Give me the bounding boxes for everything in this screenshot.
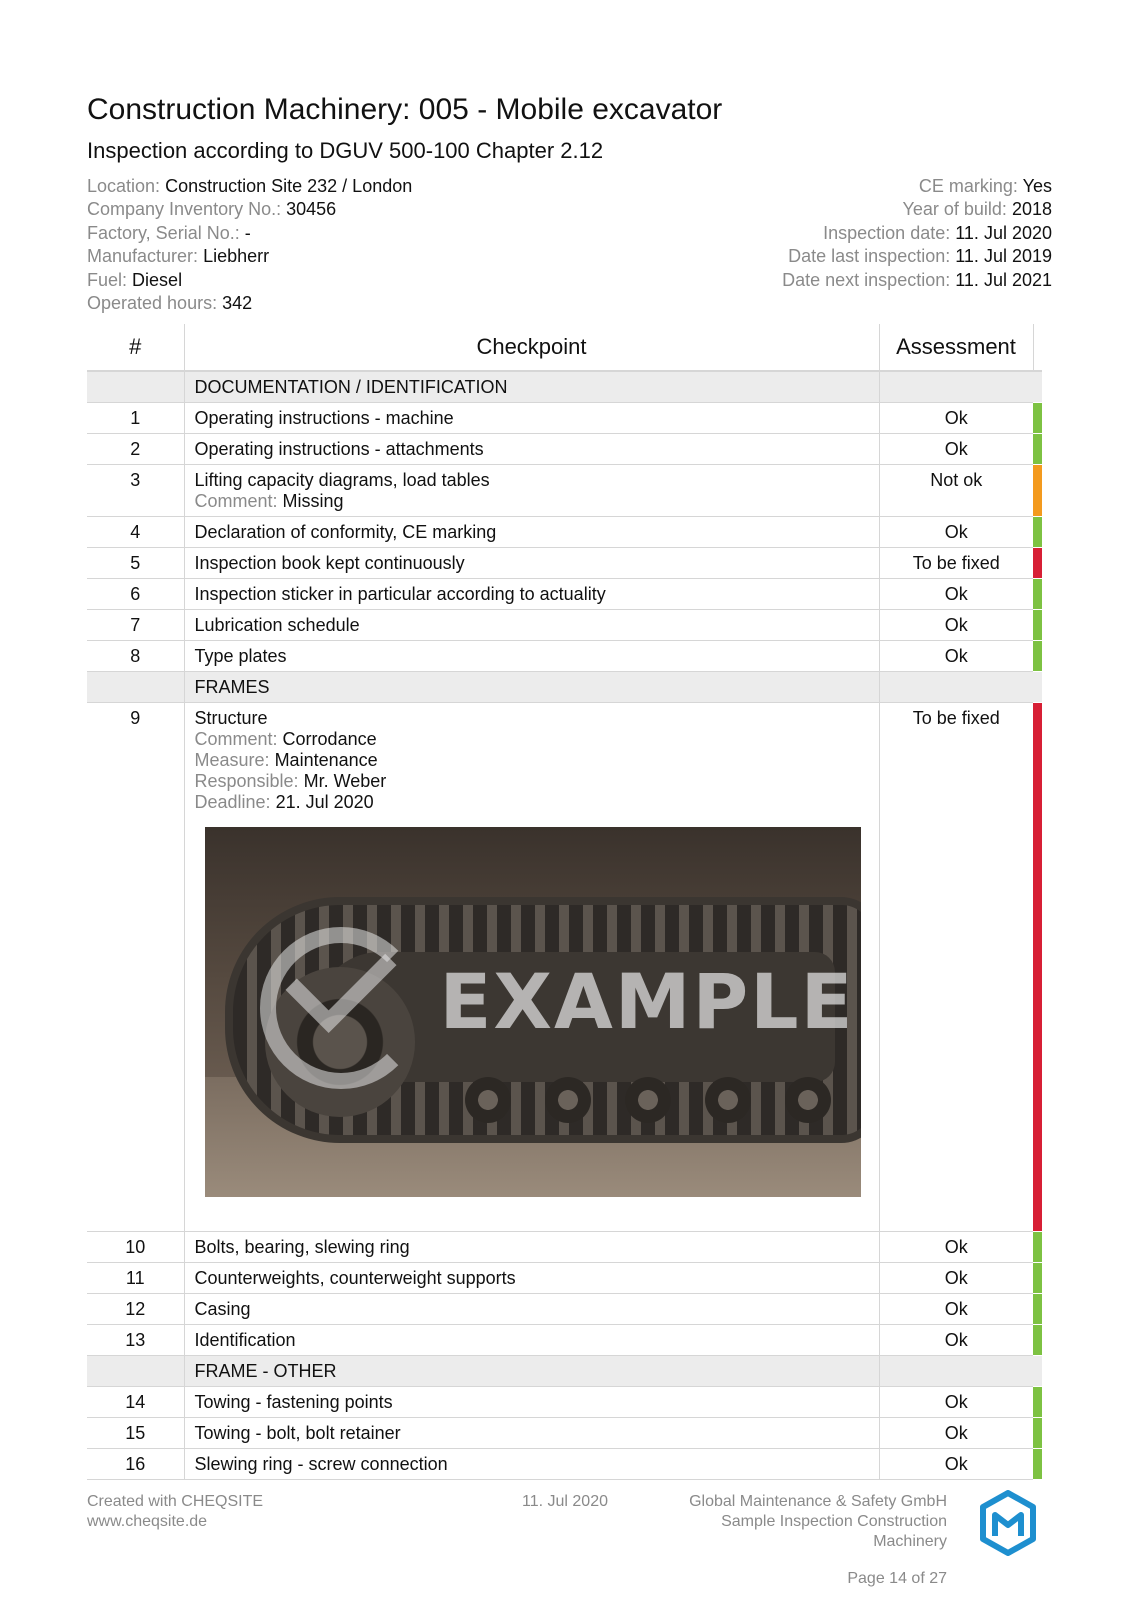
photo-roller xyxy=(705,1077,751,1123)
checkpoint-detail xyxy=(195,729,879,750)
status-indicator-bar xyxy=(1033,641,1042,672)
footer-created-with: Created with CHEQSITE xyxy=(87,1493,264,1510)
page-subtitle: Inspection according to DGUV 500-100 Chapter 2.12 xyxy=(87,138,604,163)
assessment-value: Ok xyxy=(879,641,1033,672)
info-line xyxy=(532,175,1052,198)
checkpoint-row xyxy=(87,1449,1042,1480)
section-number-cell xyxy=(87,371,184,403)
section-number-cell xyxy=(87,1356,184,1387)
detail-value: Corrodance xyxy=(282,729,377,749)
info-value: 11. Jul 2019 xyxy=(955,246,1052,267)
checkpoint-cell xyxy=(184,1418,879,1449)
checkpoint-row xyxy=(87,1325,1042,1356)
photo-roller xyxy=(785,1077,831,1123)
info-label: Company Inventory No.: xyxy=(87,199,282,220)
assessment-value: To be fixed xyxy=(879,548,1033,579)
info-value: Liebherr xyxy=(203,246,270,267)
info-label: Inspection date: xyxy=(823,222,951,243)
status-indicator-bar xyxy=(1033,1294,1042,1325)
section-row xyxy=(87,672,1042,703)
checkpoint-row xyxy=(87,465,1042,517)
info-label: CE marking: xyxy=(918,176,1018,196)
info-value: 30456 xyxy=(286,199,337,220)
section-row xyxy=(87,371,1042,403)
checkpoint-row xyxy=(87,641,1042,672)
section-title: FRAME - OTHER xyxy=(184,1356,879,1387)
checkpoint-detail xyxy=(195,491,879,512)
status-indicator-bar xyxy=(1033,610,1042,641)
info-label: Location: xyxy=(87,176,161,196)
assessment-value: Ok xyxy=(879,517,1033,548)
assessment-value: Ok xyxy=(879,610,1033,641)
inspection-photo[interactable] xyxy=(205,827,861,1197)
info-value: Yes xyxy=(1022,176,1052,196)
info-line xyxy=(532,269,1052,292)
status-indicator-bar xyxy=(1033,579,1042,610)
checkpoint-cell xyxy=(184,1294,879,1325)
status-indicator-bar xyxy=(1033,1449,1042,1480)
photo-roller xyxy=(545,1077,591,1123)
checkpoint-row xyxy=(87,1418,1042,1449)
page-number: Page 14 of 27 xyxy=(847,1570,947,1587)
checkpoint-row xyxy=(87,1232,1042,1263)
section-title: DOCUMENTATION / IDENTIFICATION xyxy=(184,371,879,403)
status-indicator-bar xyxy=(1033,1232,1042,1263)
checkpoint-number: 3 xyxy=(87,465,184,517)
checkpoint-cell xyxy=(184,1232,879,1263)
detail-label: Comment: xyxy=(194,491,278,511)
checkpoint-title: Lifting capacity diagrams, load tables xyxy=(194,470,490,490)
checkpoint-title: Bolts, bearing, slewing ring xyxy=(194,1237,410,1257)
status-indicator-bar xyxy=(1033,1418,1042,1449)
footer-report-name-1: Sample Inspection Construction xyxy=(721,1513,947,1530)
assessment-value: Ok xyxy=(879,434,1033,465)
status-indicator-bar xyxy=(1033,1387,1042,1418)
info-value: Diesel xyxy=(132,269,183,290)
assessment-value: Ok xyxy=(879,1387,1033,1418)
section-assessment-cell xyxy=(879,1356,1033,1387)
info-line xyxy=(532,245,1052,268)
checkpoint-row xyxy=(87,703,1042,1232)
section-status-cell xyxy=(1033,371,1042,403)
detail-value: Maintenance xyxy=(274,750,378,770)
column-header-number: # xyxy=(87,324,184,371)
section-title: FRAMES xyxy=(184,672,879,703)
checkpoint-rows xyxy=(87,371,1042,1480)
info-label: Fuel: xyxy=(87,269,128,290)
section-number-cell xyxy=(87,672,184,703)
info-line xyxy=(87,222,607,245)
section-assessment-cell xyxy=(879,672,1033,703)
checkpoint-cell xyxy=(184,548,879,579)
info-value: Construction Site 232 / London xyxy=(165,176,413,196)
checkpoint-cell xyxy=(184,517,879,548)
checkpoint-row xyxy=(87,1263,1042,1294)
info-value: - xyxy=(244,222,251,243)
checkpoint-cell xyxy=(184,403,879,434)
checkpoint-title: Operating instructions - machine xyxy=(194,408,454,428)
checkpoint-number: 9 xyxy=(87,703,184,1232)
assessment-value: Ok xyxy=(879,1449,1033,1480)
checkpoint-row xyxy=(87,548,1042,579)
checkpoint-title: Inspection book kept continuously xyxy=(194,553,465,573)
checkpoint-title: Slewing ring - screw connection xyxy=(194,1454,448,1474)
cheqsite-logo-icon xyxy=(979,1490,1037,1556)
checkpoint-title: Counterweights, counterweight supports xyxy=(194,1268,516,1288)
section-status-cell xyxy=(1033,672,1042,703)
assessment-value: Ok xyxy=(879,1418,1033,1449)
status-indicator-bar xyxy=(1033,1325,1042,1356)
checkpoint-cell xyxy=(184,610,879,641)
detail-label: Measure: xyxy=(194,750,270,770)
watermark-text: EXAMPLE xyxy=(439,957,855,1046)
assessment-value: Not ok xyxy=(879,465,1033,517)
checkpoint-cell xyxy=(184,1263,879,1294)
column-header-assessment: Assessment xyxy=(879,324,1033,371)
section-assessment-cell xyxy=(879,371,1033,403)
checkpoint-title: Towing - bolt, bolt retainer xyxy=(194,1423,401,1443)
status-indicator-bar xyxy=(1033,548,1042,579)
checkpoint-title: Type plates xyxy=(194,646,287,666)
info-line xyxy=(87,269,607,292)
checkpoint-title: Declaration of conformity, CE marking xyxy=(194,522,497,542)
info-value: 2018 xyxy=(1011,199,1052,220)
info-value: 11. Jul 2021 xyxy=(955,269,1052,290)
checkpoint-row xyxy=(87,434,1042,465)
section-row xyxy=(87,1356,1042,1387)
checkpoint-title: Towing - fastening points xyxy=(194,1392,393,1412)
info-label: Year of build: xyxy=(902,199,1007,220)
checkpoint-cell xyxy=(184,641,879,672)
checkpoint-detail xyxy=(195,750,879,771)
info-label: Date next inspection: xyxy=(782,269,951,290)
detail-label: Deadline: xyxy=(194,792,271,812)
info-line xyxy=(87,198,607,221)
info-line xyxy=(532,198,1052,221)
checkpoint-number: 4 xyxy=(87,517,184,548)
status-indicator-bar xyxy=(1033,517,1042,548)
checkpoint-title: Inspection sticker in particular according to actuality xyxy=(194,584,606,604)
footer-company xyxy=(689,1492,947,1552)
status-indicator-bar xyxy=(1033,703,1042,1232)
checkpoint-number: 11 xyxy=(87,1263,184,1294)
checkpoint-number: 5 xyxy=(87,548,184,579)
footer-report-name-2: Machinery xyxy=(873,1533,947,1550)
checkpoint-title: Identification xyxy=(194,1330,296,1350)
checkpoint-number: 12 xyxy=(87,1294,184,1325)
assessment-value: Ok xyxy=(879,403,1033,434)
checkpoint-row xyxy=(87,403,1042,434)
checkpoint-row xyxy=(87,517,1042,548)
checkpoint-number: 8 xyxy=(87,641,184,672)
checkpoint-number: 13 xyxy=(87,1325,184,1356)
info-label: Factory, Serial No.: xyxy=(87,222,240,243)
status-indicator-bar xyxy=(1033,465,1042,517)
checkpoint-number: 2 xyxy=(87,434,184,465)
column-header-checkpoint: Checkpoint xyxy=(184,324,879,371)
checkpoint-number: 7 xyxy=(87,610,184,641)
photo-roller xyxy=(625,1077,671,1123)
checkpoint-number: 15 xyxy=(87,1418,184,1449)
detail-value: 21. Jul 2020 xyxy=(275,792,374,812)
checkpoint-row xyxy=(87,1294,1042,1325)
detail-label: Responsible: xyxy=(194,771,299,791)
status-indicator-bar xyxy=(1033,403,1042,434)
checkpoint-cell xyxy=(184,434,879,465)
checkpoint-row xyxy=(87,610,1042,641)
assessment-value: Ok xyxy=(879,1294,1033,1325)
table-header-row xyxy=(87,324,1042,371)
assessment-value: To be fixed xyxy=(879,703,1033,1232)
checkpoint-number: 10 xyxy=(87,1232,184,1263)
checkpoint-title: Structure xyxy=(194,708,268,728)
machine-info-left xyxy=(87,175,607,315)
status-indicator-bar xyxy=(1033,1263,1042,1294)
info-line xyxy=(87,245,607,268)
detail-value: Missing xyxy=(282,491,344,511)
info-value: 342 xyxy=(222,293,253,314)
section-status-cell xyxy=(1033,1356,1042,1387)
checkpoint-cell xyxy=(184,1325,879,1356)
detail-value: Mr. Weber xyxy=(303,771,387,791)
checkpoint-number: 1 xyxy=(87,403,184,434)
checkpoint-cell xyxy=(184,465,879,517)
page-title: Construction Machinery: 005 - Mobile excavator xyxy=(87,93,723,126)
info-line xyxy=(87,292,607,315)
column-header-status xyxy=(1033,324,1042,371)
checkpoint-cell xyxy=(184,1449,879,1480)
assessment-value: Ok xyxy=(879,579,1033,610)
checkpoint-cell xyxy=(184,703,879,1232)
info-value: 11. Jul 2020 xyxy=(955,222,1052,243)
assessment-value: Ok xyxy=(879,1232,1033,1263)
assessment-value: Ok xyxy=(879,1263,1033,1294)
checkpoint-row xyxy=(87,579,1042,610)
checkpoint-title: Operating instructions - attachments xyxy=(194,439,484,459)
checkpoint-row xyxy=(87,1387,1042,1418)
photo-roller xyxy=(465,1077,511,1123)
checkpoint-number: 6 xyxy=(87,579,184,610)
footer-company-name: Global Maintenance & Safety GmbH xyxy=(689,1493,947,1510)
info-label: Operated hours: xyxy=(87,293,218,314)
footer-creator xyxy=(87,1492,263,1532)
checkpoint-cell xyxy=(184,1387,879,1418)
info-label: Date last inspection: xyxy=(788,246,951,267)
checkpoint-title: Lubrication schedule xyxy=(194,615,360,635)
machine-info-right xyxy=(532,175,1052,292)
checkpoint-number: 14 xyxy=(87,1387,184,1418)
checkpoint-number: 16 xyxy=(87,1449,184,1480)
checkpoint-detail xyxy=(195,771,879,792)
checkpoint-detail xyxy=(195,792,879,813)
detail-label: Comment: xyxy=(194,729,278,749)
inspection-checkpoint-table xyxy=(87,324,1042,1480)
checkpoint-cell xyxy=(184,579,879,610)
status-indicator-bar xyxy=(1033,434,1042,465)
footer-date: 11. Jul 2020 xyxy=(522,1493,608,1510)
info-label: Manufacturer: xyxy=(87,246,199,267)
footer-website: www.cheqsite.de xyxy=(87,1513,208,1530)
checkpoint-title: Casing xyxy=(194,1299,251,1319)
info-line xyxy=(532,222,1052,245)
assessment-value: Ok xyxy=(879,1325,1033,1356)
info-line xyxy=(87,175,607,198)
